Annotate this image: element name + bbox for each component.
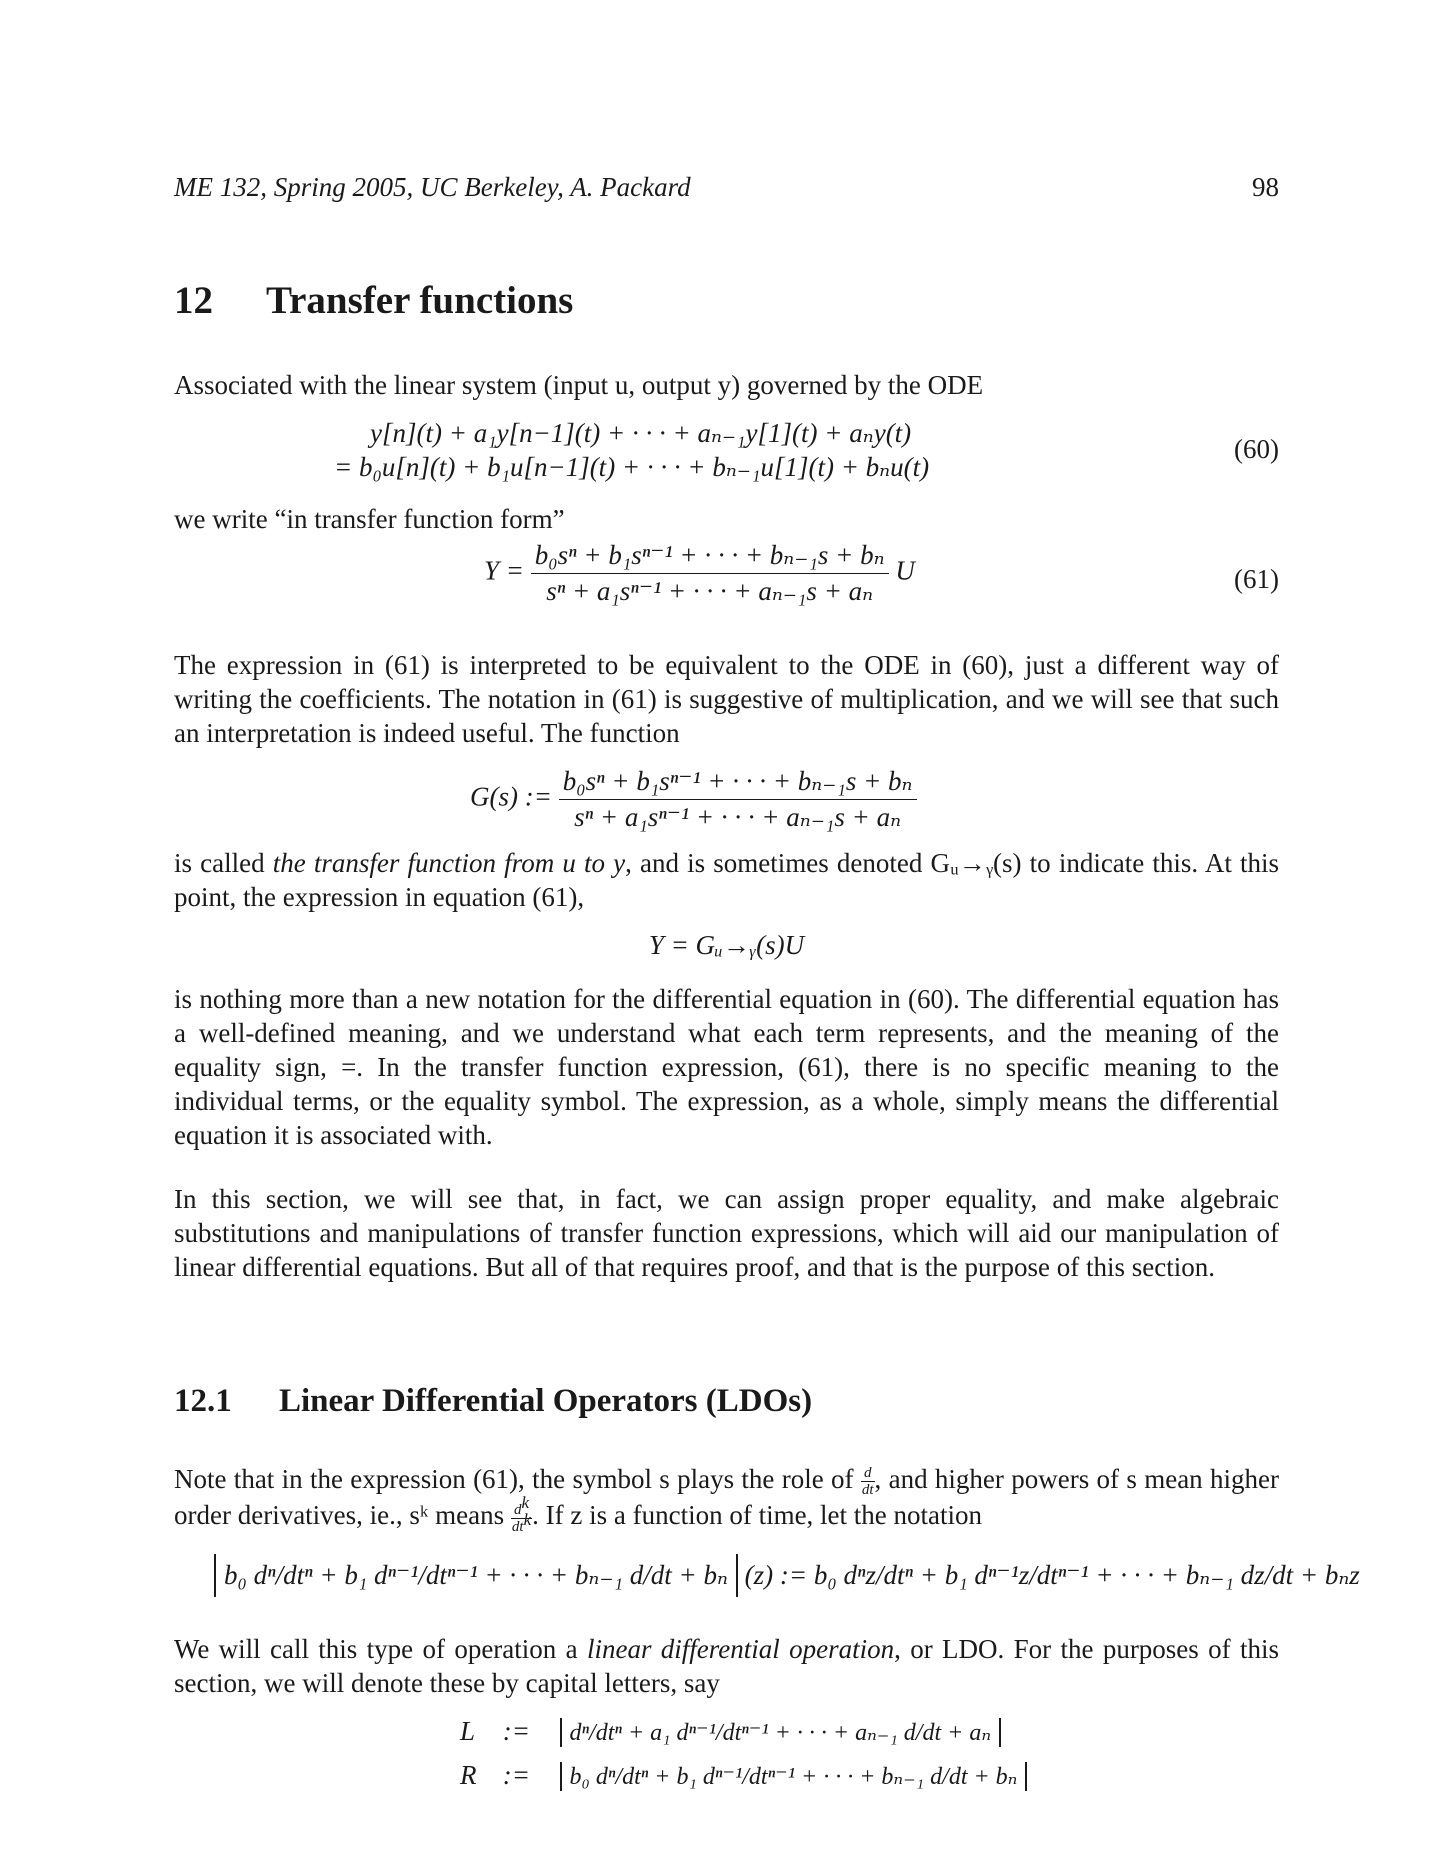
- eq61-fraction: [531, 540, 889, 607]
- eq60-label: (60): [1234, 434, 1279, 464]
- L-assign: :=: [502, 1716, 530, 1746]
- page-number: 98: [1252, 172, 1279, 202]
- paragraph-ldo-naming: [174, 1632, 1279, 1700]
- para8-prefix: We will call this type of operation a: [174, 1634, 587, 1664]
- eqG-lhs: G(s) :=: [470, 781, 552, 812]
- ldo-expansion: b₀ dⁿz/dtⁿ + b₁ dⁿ⁻¹z/dtⁿ⁻¹ + · · · + bₙ₋₁ dz/dt + bₙz: [813, 1560, 1360, 1590]
- para7-line1b: , and higher powers of s: [874, 1464, 1137, 1494]
- para7-line2a: mean higher order derivatives, ie., sᵏ means: [174, 1464, 1279, 1531]
- equation-60: [174, 418, 1279, 498]
- ldo-operator-bracket: b₀ dⁿ/dtⁿ + b₁ dⁿ⁻¹/dtⁿ⁻¹ + · · · + bₙ₋₁ d/dt + bₙ: [214, 1554, 738, 1597]
- equation-Y: [174, 930, 1279, 961]
- equation-61: [174, 540, 1279, 620]
- paragraph-section-purpose: In this section, we will see that, in fact, we can assign proper equality, and make algebraic substitutions and manipulations of transfer function expressions, which will aid our manipulation of linear differential equations. But all of that requires proof, and that is the purpose of this section.: [174, 1184, 1279, 1282]
- para8-suffix: , or LDO. For the purposes of this section, we will denote these by capital letters, say: [174, 1634, 1279, 1698]
- R-label: R: [460, 1760, 477, 1790]
- subsection-number: 12.1: [174, 1383, 232, 1419]
- equation-L-R: [174, 1716, 1279, 1816]
- eq61-numerator: b₀sⁿ + b₁sⁿ⁻¹ + · · · + bₙ₋₁s + bₙ: [531, 540, 889, 574]
- eq61-label: (61): [1234, 564, 1279, 594]
- para7-line2b: . If z is a function of time, let the notation: [532, 1500, 983, 1531]
- section-title: Transfer functions: [266, 279, 574, 322]
- dk-dtk-fraction: $d^k$ $dt^k$: [511, 1492, 532, 1535]
- eqG-fraction: [559, 766, 917, 833]
- para8-emphasis: linear differential operation: [586, 1634, 895, 1664]
- para4-emphasis: the transfer function from u to y: [272, 848, 626, 878]
- subsection-heading: [174, 1383, 812, 1420]
- eqG-denominator: sⁿ + a₁sⁿ⁻¹ + · · · + aₙ₋₁s + aₙ: [574, 802, 902, 832]
- section-heading: [174, 278, 573, 323]
- paragraph-intro: Associated with the linear system (input u, output y) governed by the ODE: [174, 370, 984, 400]
- para7-line1a: Note that in the expression (61), the symbol s plays the role of: [174, 1464, 861, 1494]
- R-definition: b₀ dⁿ/dtⁿ + b₁ dⁿ⁻¹/dtⁿ⁻¹ + · · · + bₙ₋₁ d/dt + bₙ: [560, 1762, 1028, 1791]
- running-head: [174, 172, 1279, 203]
- R-assign: :=: [502, 1760, 530, 1790]
- paragraph-transfer-form: we write “in transfer function form”: [174, 504, 565, 534]
- subsection-title: Linear Differential Operators (LDOs): [279, 1383, 813, 1419]
- L-definition-row: [460, 1716, 1027, 1760]
- eq60-line2: = b₀u[n](t) + b₁u[n−1](t) + · · · + bₙ₋₁u[1](t) + bₙu(t): [334, 452, 930, 482]
- d-dt-fraction: $\frac{d}{dt}$: [861, 1465, 874, 1499]
- eq61-rhs: U: [895, 555, 915, 586]
- paragraph-ldo-intro: [174, 1462, 1279, 1535]
- eqG-numerator: b₀sⁿ + b₁sⁿ⁻¹ + · · · + bₙ₋₁s + bₙ: [559, 766, 917, 800]
- running-title: ME 132, Spring 2005, UC Berkeley, A. Packard: [174, 172, 691, 202]
- equation-ldo-definition: [174, 1548, 1360, 1622]
- eqY-expression: Y = Gᵤ→ᵧ(s)U: [648, 930, 805, 960]
- para4-prefix: is called: [174, 848, 273, 878]
- L-definition: dⁿ/dtⁿ + a₁ dⁿ⁻¹/dtⁿ⁻¹ + · · · + aₙ₋₁ d/dt + aₙ: [560, 1718, 1002, 1747]
- para4-suffix: , and is sometimes denoted Gᵤ→ᵧ(s) to indicate this. At this point, the expression in equation (61),: [174, 848, 1279, 912]
- eq61-lhs: Y =: [484, 555, 524, 586]
- paragraph-interpretation: The expression in (61) is interpreted to be equivalent to the ODE in (60), just a different way of writing the coefficients. The notation in (61) is suggestive of multiplication, and we will see that such an interpretation is indeed useful. The function: [174, 650, 1279, 748]
- paragraph-transfer-function: [174, 846, 1279, 914]
- ldo-argument: (z) :=: [744, 1560, 808, 1590]
- paragraph-notation: is nothing more than a new notation for the differential equation in (60). The differential equation has a well-defined meaning, and we understand what each term represents, and the meaning of the equality sign, =. In the transfer function expression, (61), there is no specific meaning to the individual terms, or the equality symbol. The expression, as a whole, simply means the differential equation it is associated with.: [174, 984, 1279, 1150]
- section-number: 12: [174, 279, 213, 322]
- equation-G: [174, 766, 1279, 846]
- eq61-denominator: sⁿ + a₁sⁿ⁻¹ + · · · + aₙ₋₁s + aₙ: [546, 576, 874, 606]
- L-label: L: [460, 1716, 476, 1746]
- R-definition-row: [460, 1760, 1027, 1804]
- eq60-line1: y[n](t) + a₁y[n−1](t) + · · · + aₙ₋₁y[1](t) + aₙy(t): [370, 418, 912, 448]
